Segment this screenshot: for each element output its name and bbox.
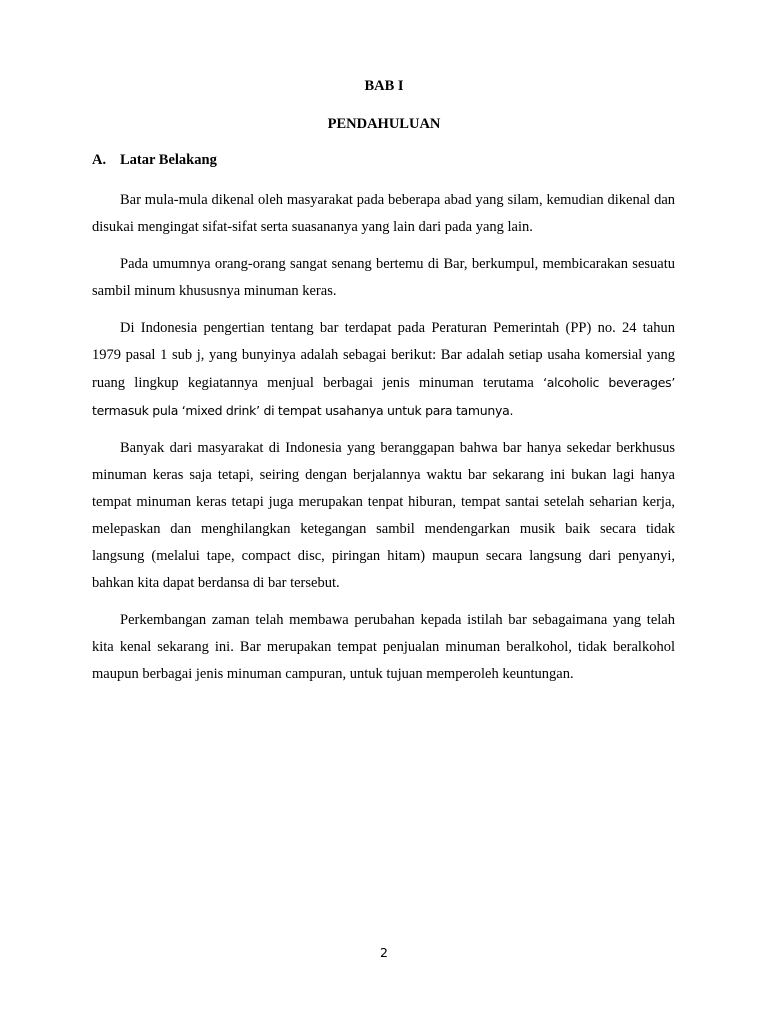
body-text xyxy=(92,187,675,698)
paragraph-3 xyxy=(92,315,675,425)
paragraph-5: Perkembangan zaman telah membawa perubahan kepada istilah bar sebagaimana yang telah kita kenal sekarang ini. Bar merupakan tempat penjualan minuman beralkohol, tidak beralkohol maupun berbagai jenis minuman campuran, untuk tujuan memperoleh keuntungan. xyxy=(92,612,675,682)
section-number: A. xyxy=(92,152,107,168)
section-title: Latar Belakang xyxy=(120,152,217,168)
chapter-heading: BAB I xyxy=(364,78,404,94)
chapter-title: PENDAHULUAN xyxy=(327,116,441,132)
paragraph-3-main: Di Indonesia pengertian tentang bar terdapat pada Peraturan Pemerintah (PP) no. 24 tahun 1979 pasal 1 sub j, yang bunyinya adalah sebagai berikut: Bar adalah setiap usaha komersial yang ruang lingkup kegiatannya menjual berbagai jenis minuman terutama xyxy=(92,320,675,391)
section-heading xyxy=(92,150,217,170)
paragraph-3-tail: ‘alcoholic beverages’ termasuk pula ‘mixed drink’ di tempat usahanya untuk para tamunya. xyxy=(92,375,676,418)
paragraph-4: Banyak dari masyarakat di Indonesia yang beranggapan bahwa bar hanya sekedar berkhusus minuman keras saja tetapi, seiring dengan berjalannya waktu bar sekarang ini bukan lagi hanya tempat minuman keras tetapi juga merupakan tenpat hiburan, tempat santai setelah seharian kerja, melepaskan dan menghilangkan ketegangan sambil mendengarkan musik baik secara tidak langsung (melalui tape, compact disc, piringan hitam) maupun secara langsung dari penyanyi, bahkan kita dapat berdansa di bar tersebut. xyxy=(92,440,675,591)
page-number: 2 xyxy=(380,945,388,960)
paragraph-2: Pada umumnya orang-orang sangat senang bertemu di Bar, berkumpul, membicarakan sesuatu sambil minum khususnya minuman keras. xyxy=(92,256,675,299)
paragraph-1: Bar mula-mula dikenal oleh masyarakat pada beberapa abad yang silam, kemudian dikenal dan disukai mengingat sifat-sifat serta suasananya yang lain dari pada yang lain. xyxy=(92,192,675,235)
